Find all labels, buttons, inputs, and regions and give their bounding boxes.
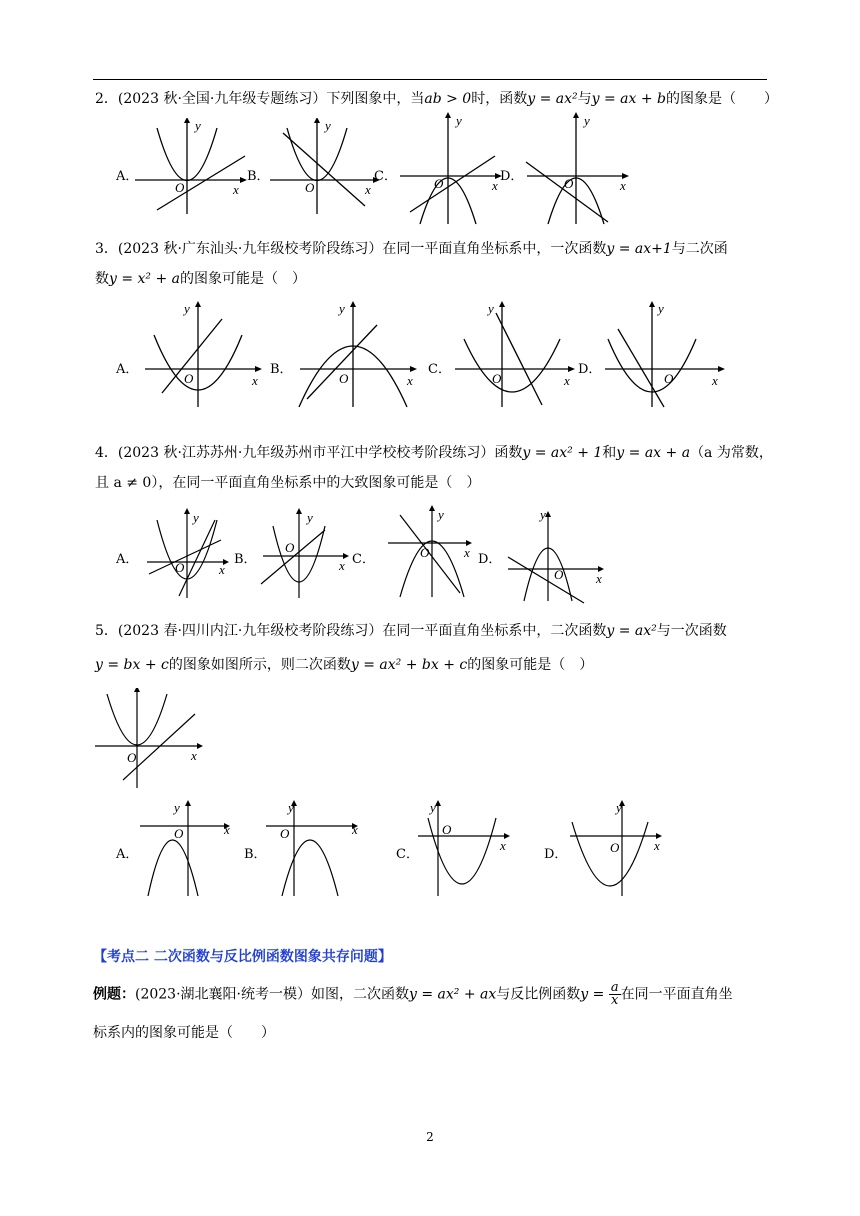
q2-graph-c — [400, 112, 515, 227]
q3-option-c-label[interactable]: C． — [428, 362, 451, 377]
example-text: 例题：(2023·湖北襄阳·统考一模）如图，二次函数y = ax² + ax与反比例函数y = $\frac{a}{x}$ 在同一平面直角坐 — [93, 980, 733, 1008]
svg-text:x: x — [252, 373, 258, 388]
q3-graph-d — [600, 295, 730, 410]
q5-option-d-label[interactable]: D． — [544, 847, 568, 862]
q4-option-b-label[interactable]: B． — [234, 552, 257, 567]
svg-text:y: y — [193, 510, 199, 525]
svg-text:y: y — [488, 301, 494, 316]
q4-graph-a — [135, 508, 235, 600]
q5-given-graph — [93, 688, 213, 793]
top-rule — [93, 79, 767, 80]
question-3-text-line2: 数y = x² + a的图象可能是（ ） — [95, 271, 307, 287]
svg-text:y: y — [174, 800, 180, 815]
svg-text:O: O — [175, 560, 185, 575]
svg-text:O: O — [664, 371, 674, 386]
svg-text:y: y — [584, 113, 590, 128]
svg-text:x: x — [219, 562, 225, 577]
q4-option-a-label[interactable]: A． — [116, 552, 139, 567]
svg-text:y: y — [616, 800, 622, 815]
svg-text:y: y — [325, 118, 331, 133]
svg-text:x: x — [654, 838, 660, 853]
svg-text:O: O — [442, 822, 452, 837]
svg-text:O: O — [492, 371, 502, 386]
svg-text:x: x — [365, 182, 371, 197]
svg-text:x: x — [224, 822, 230, 837]
q4-graph-d — [500, 505, 610, 605]
svg-text:x: x — [191, 748, 197, 763]
q2-option-c-label[interactable]: C． — [374, 169, 397, 184]
q4-option-c-label[interactable]: C． — [352, 552, 375, 567]
svg-text:x: x — [712, 373, 718, 388]
svg-text:x: x — [564, 373, 570, 388]
svg-text:O: O — [174, 826, 184, 841]
q4-graph-c — [378, 505, 478, 600]
fraction-a-over-x: $\frac{a}{x}$ — [610, 980, 619, 1008]
svg-text:x: x — [352, 822, 358, 837]
q3-option-d-label[interactable]: D． — [578, 362, 602, 377]
svg-text:O: O — [184, 371, 194, 386]
q5-graph-d — [566, 800, 676, 900]
svg-text:y: y — [307, 510, 313, 525]
svg-text:x: x — [620, 178, 626, 193]
svg-text:y: y — [195, 118, 201, 133]
q3-graph-a — [140, 295, 265, 410]
question-5-text: 5．(2023 春·四川内江·九年级校考阶段练习）在同一平面直角坐标系中，二次函数y = ax²与一次函数 — [95, 623, 727, 639]
q4-option-d-label[interactable]: D． — [478, 552, 502, 567]
question-4-text: 4．(2023 秋·江苏苏州·九年级苏州市平江中学校校考阶段练习）函数y = ax² + 1和y = ax + a（a 为常数， — [95, 445, 773, 461]
svg-text:O: O — [564, 176, 574, 191]
svg-text:x: x — [596, 571, 602, 586]
q5-option-c-label[interactable]: C． — [396, 847, 419, 862]
svg-text:O: O — [339, 371, 349, 386]
svg-text:O: O — [175, 180, 185, 195]
svg-text:O: O — [280, 826, 290, 841]
q5-graph-c — [412, 800, 522, 900]
svg-text:O: O — [434, 176, 444, 191]
q5-graph-b — [262, 800, 367, 900]
svg-text:O: O — [554, 567, 564, 582]
svg-text:O: O — [285, 540, 295, 555]
svg-text:y: y — [184, 301, 190, 316]
q5-option-b-label[interactable]: B． — [244, 847, 267, 862]
q3-option-a-label[interactable]: A． — [116, 362, 139, 377]
svg-text:x: x — [233, 182, 239, 197]
q2-option-d-label[interactable]: D． — [500, 169, 524, 184]
q2-option-b-label[interactable]: B． — [247, 169, 270, 184]
section-heading: 【考点二 二次函数与反比例函数图象共存问题】 — [93, 949, 392, 965]
svg-text:x: x — [500, 838, 506, 853]
question-3-text: 3．(2023 秋·广东汕头·九年级校考阶段练习）在同一平面直角坐标系中，一次函数y = ax+1与二次函 — [95, 241, 728, 257]
svg-text:x: x — [339, 558, 345, 573]
question-5-text-line2: y = bx + c的图象如图所示，则二次函数y = ax² + bx + c的图象可能是（ ） — [95, 657, 594, 673]
q4-graph-b — [255, 508, 355, 600]
svg-text:O: O — [420, 545, 430, 560]
svg-text:O: O — [610, 840, 620, 855]
q5-graph-a — [138, 800, 238, 900]
svg-text:x: x — [407, 373, 413, 388]
q3-graph-b — [295, 295, 420, 410]
q3-graph-c — [450, 295, 580, 410]
svg-text:x: x — [464, 545, 470, 560]
svg-text:O: O — [305, 180, 315, 195]
q2-graph-b — [265, 118, 380, 218]
svg-text:y: y — [658, 301, 664, 316]
q2-graph-a — [135, 118, 250, 218]
question-2-text: 2．(2023 秋·全国·九年级专题练习）下列图象中，当ab > 0时，函数y = ax²与y = ax + b的图象是（ ） — [95, 91, 778, 107]
page-number: 2 — [426, 1130, 434, 1144]
example-text-line2: 标系内的图象可能是（ ） — [93, 1025, 275, 1041]
q5-option-a-label[interactable]: A． — [116, 847, 139, 862]
svg-text:y: y — [288, 800, 294, 815]
svg-text:y: y — [456, 113, 462, 128]
svg-text:y: y — [438, 507, 444, 522]
q3-option-b-label[interactable]: B． — [270, 362, 293, 377]
svg-text:y: y — [339, 301, 345, 316]
q2-option-a-label[interactable]: A． — [116, 169, 139, 184]
svg-text:y: y — [540, 507, 546, 522]
question-4-text-line2: 且 a ≠ 0），在同一平面直角坐标系中的大致图象可能是（ ） — [95, 475, 481, 491]
svg-text:x: x — [492, 178, 498, 193]
svg-text:O: O — [127, 750, 137, 765]
svg-text:y: y — [430, 800, 436, 815]
q2-graph-d — [522, 112, 637, 227]
